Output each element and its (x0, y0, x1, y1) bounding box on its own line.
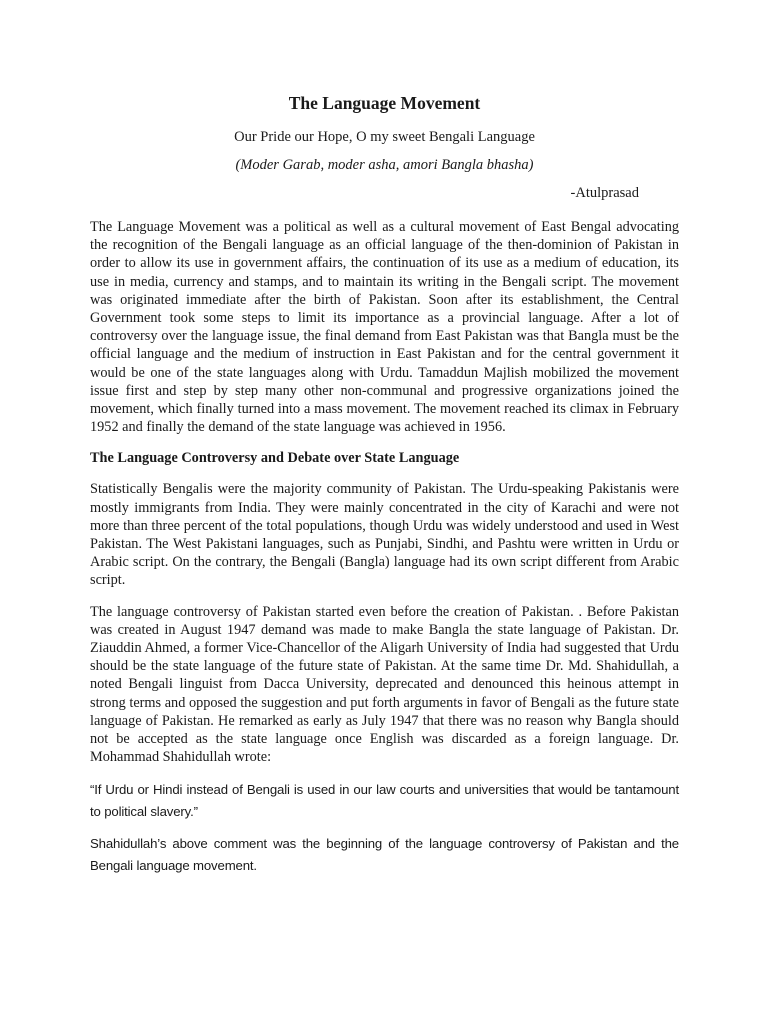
epigraph-line: Our Pride our Hope, O my sweet Bengali Language (234, 129, 535, 145)
document-page (90, 86, 679, 887)
paragraph-controversy: The language controversy of Pakistan started even before the creation of Pakistan. . Before Pakistan was created in August 1947 demand was made to make Bangla the state language of Pakistan. Dr. Ziauddin Ahmed, a former Vice-Chancellor of the Aligarh University of India had suggested that Urdu should be the state language of the future state of Pakistan. At the same time Dr. Md. Shahidullah, a noted Bengali linguist from Dacca University, deprecated and denounced this heinous attempt in strong terms and opposed the suggestion and put forth arguments in favor of Bengali as the future state language of Pakistan. He remarked as early as July 1947 that there was no reason why Bangla should not be accepted as the state language once English was discarded as a foreign language. Dr. Mohammad Shahidullah wrote: (90, 603, 679, 766)
paragraph-closing: Shahidullah’s above comment was the beginning of the language controversy of Pakistan and the Bengali language movement. (90, 836, 679, 874)
epigraph-author: -Atulprasad (570, 185, 639, 201)
paragraph-statistics: Statistically Bengalis were the majority community of Pakistan. The Urdu-speaking Pakistanis were mostly immigrants from India. They were mainly concentrated in the city of Karachi and were not more than three percent of the total populations, though Urdu was widely understood and used in West Pakistan. The West Pakistani languages, such as Punjabi, Sindhi, and Pashtu were written in Urdu or Arabic script. On the contrary, the Bengali (Bangla) language had its own script different from Arabic script. (90, 481, 679, 589)
document-title: The Language Movement (288, 93, 481, 113)
section-heading: The Language Controversy and Debate over State Language (90, 450, 460, 467)
epigraph-transliteration: (Moder Garab, moder asha, amori Bangla bhasha) (235, 157, 534, 173)
paragraph-intro: The Language Movement was a political as well as a cultural movement of East Bengal advocating the recognition of the Bengali language as an official language of the then-dominion of Pakistan in order to allow its use in government affairs, the continuation of its use as a medium of education, its use in media, currency and stamps, and to maintain its writing in the Bengali script. The movement was originated immediate after the birth of Pakistan. Soon after its establishment, the Central Government took some steps to limit its importance as a provincial language. After a lot of controversy over the language issue, the final demand from East Pakistan was that Bangla must be the official language and the medium of instruction in East Pakistan and for the central government it would be one of the state languages along with Urdu. Tamaddun Majlish mobilized the movement issue first and step by step many other non-communal and progressive organizations joined the movement, which finally turned into a mass movement. The movement reached its climax in February 1952 and finally the demand of the state language was achieved in 1956. (90, 219, 679, 436)
shahidullah-quote: “If Urdu or Hindi instead of Bengali is used in our law courts and universities that would be tantamount to political slavery.” (90, 782, 679, 820)
